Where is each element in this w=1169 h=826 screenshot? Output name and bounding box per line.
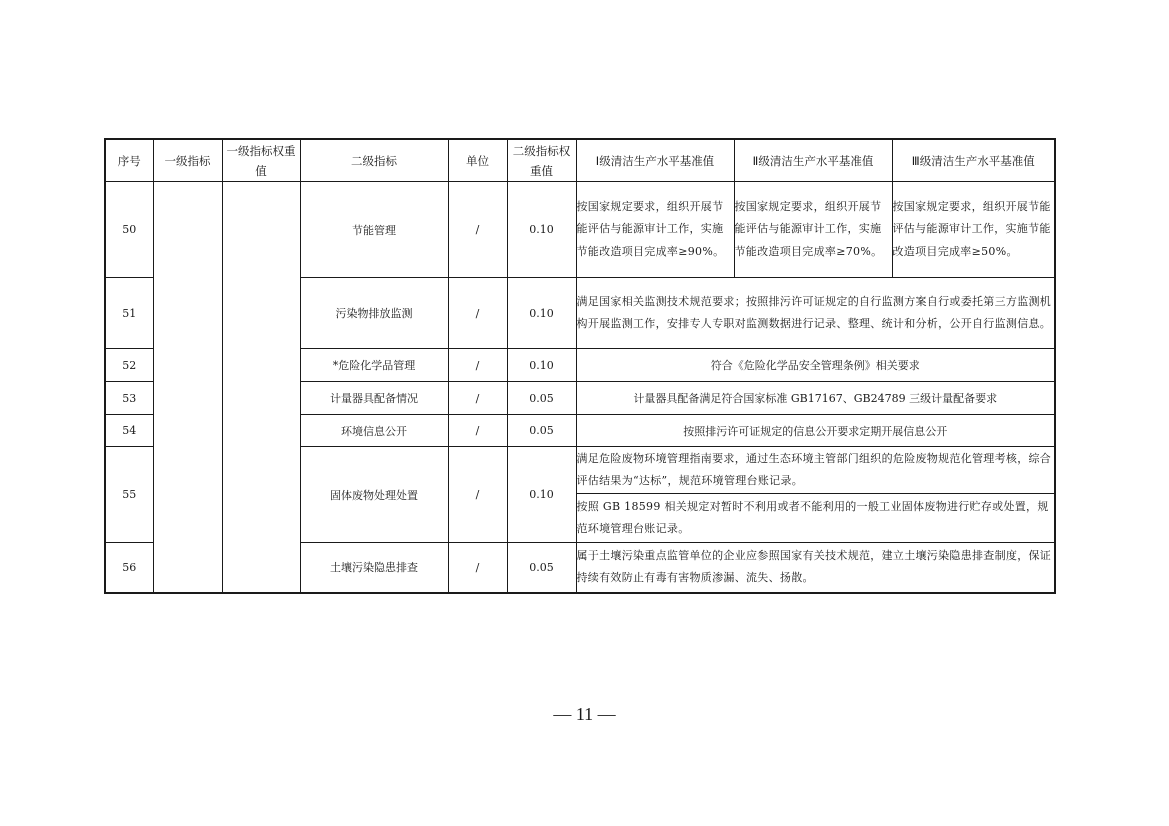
header-grade1: Ⅰ级清洁生产水平基准值 [576,139,734,182]
indicator-cell: 固体废物处理处置 [300,447,448,543]
grade1-cell: 按国家规定要求，组织开展节能评估与能源审计工作，实施节能改造项目完成率≥90%。 [576,182,734,278]
level1-cell [153,182,222,593]
weight-cell: 0.10 [507,447,576,543]
indicator-cell: 污染物排放监测 [300,278,448,349]
weight-cell: 0.10 [507,278,576,349]
header-seq: 序号 [105,139,153,182]
seq-cell: 54 [105,415,153,447]
weight-cell: 0.05 [507,543,576,593]
header-grade2: Ⅱ级清洁生产水平基准值 [734,139,892,182]
seq-cell: 51 [105,278,153,349]
unit-cell: / [448,447,507,543]
unit-cell: / [448,182,507,278]
header-level2-weight: 二级指标权重值 [507,139,576,182]
header-unit: 单位 [448,139,507,182]
indicator-cell: 节能管理 [300,182,448,278]
requirement-cell: 计量器具配备满足符合国家标准 GB17167、GB24789 三级计量配备要求 [576,382,1055,415]
seq-cell: 56 [105,543,153,593]
requirement-cell: 满足国家相关监测技术规范要求；按照排污许可证规定的自行监测方案自行或委托第三方监测机构开展监测工作，安排专人专职对监测数据进行记录、整理、统计和分析，公开自行监测信息。 [576,278,1055,349]
unit-cell: / [448,543,507,593]
requirement-cell-a: 满足危险废物环境管理指南要求，通过生态环境主管部门组织的危险废物规范化管理考核，综合评估结果为“达标”，规范环境管理台账记录。 [576,447,1055,494]
weight-cell: 0.05 [507,382,576,415]
header-row [105,139,1055,182]
unit-cell: / [448,278,507,349]
requirement-cell: 属于土壤污染重点监管单位的企业应参照国家有关技术规范，建立土壤污染隐患排查制度，保证持续有效防止有毒有害物质渗漏、流失、扬散。 [576,543,1055,593]
clean-production-indicator-table [104,138,1056,594]
grade3-cell: 按国家规定要求，组织开展节能评估与能源审计工作，实施节能改造项目完成率≥50%。 [892,182,1055,278]
header-level1: 一级指标 [153,139,222,182]
seq-cell: 55 [105,447,153,543]
grade2-cell: 按国家规定要求，组织开展节能评估与能源审计工作，实施节能改造项目完成率≥70%。 [734,182,892,278]
seq-cell: 52 [105,349,153,382]
weight-cell: 0.05 [507,415,576,447]
indicator-cell: 计量器具配备情况 [300,382,448,415]
requirement-cell: 符合《危险化学品安全管理条例》相关要求 [576,349,1055,382]
weight-cell: 0.10 [507,182,576,278]
requirement-cell-b: 按照 GB 18599 相关规定对暂时不利用或者不能利用的一般工业固体废物进行贮存或处置，规范环境管理台账记录。 [576,494,1055,543]
indicator-cell: 环境信息公开 [300,415,448,447]
weight-cell: 0.10 [507,349,576,382]
seq-cell: 53 [105,382,153,415]
requirement-cell: 按照排污许可证规定的信息公开要求定期开展信息公开 [576,415,1055,447]
level1-weight-cell [222,182,300,593]
header-grade3: Ⅲ级清洁生产水平基准值 [892,139,1055,182]
table-row [105,182,1055,278]
unit-cell: / [448,382,507,415]
header-level2: 二级指标 [300,139,448,182]
seq-cell: 50 [105,182,153,278]
unit-cell: / [448,415,507,447]
indicator-cell: *危险化学品管理 [300,349,448,382]
unit-cell: / [448,349,507,382]
header-level1-weight: 一级指标权重值 [222,139,300,182]
indicator-cell: 土壤污染隐患排查 [300,543,448,593]
page-number: — 11 — [553,704,616,724]
